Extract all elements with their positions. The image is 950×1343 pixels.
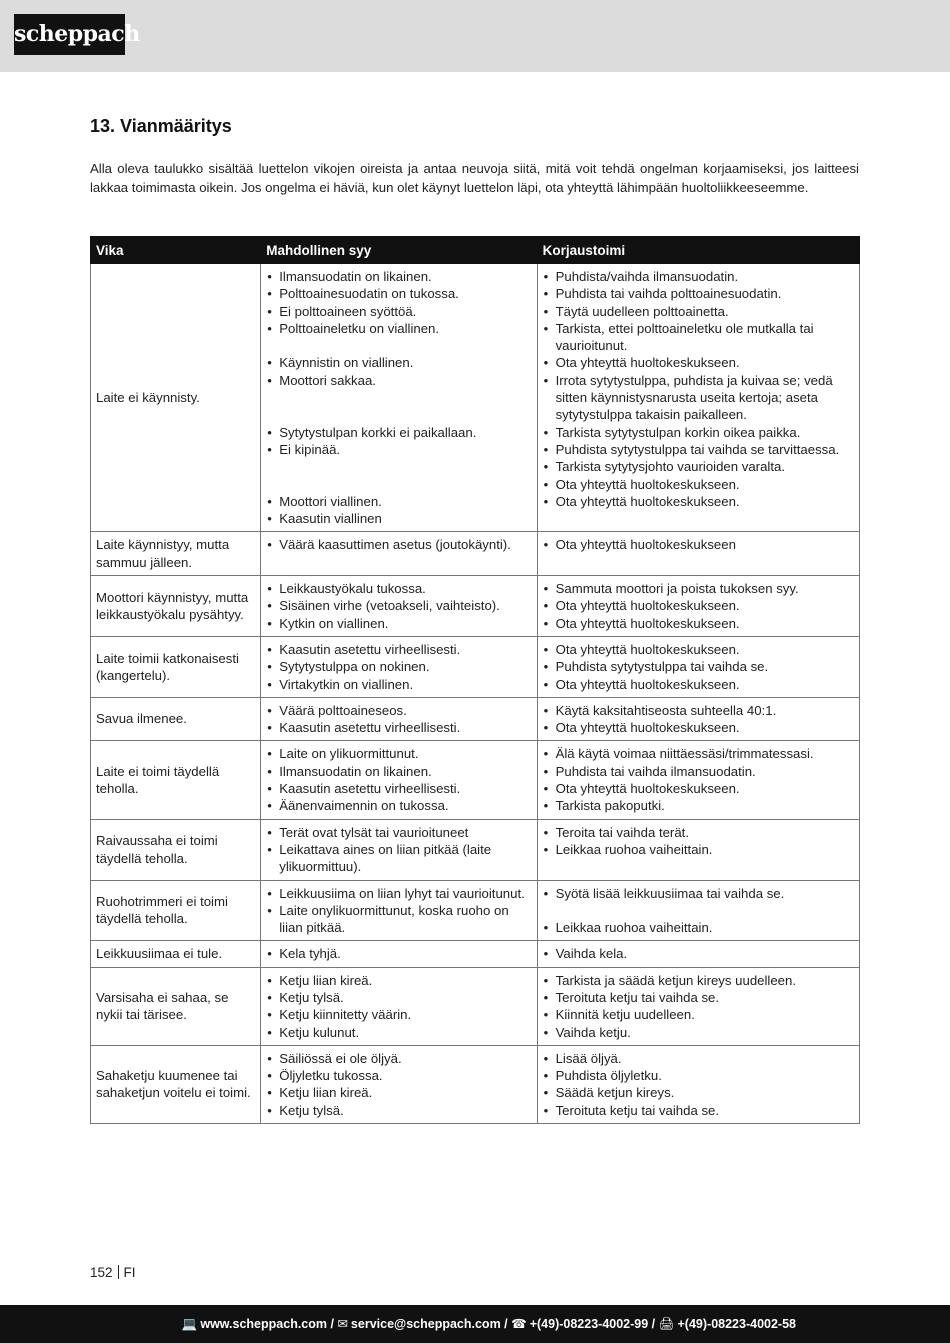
cause-item: • Ketju liian kireä. <box>265 1084 532 1101</box>
cause-item: • Sytytystulpan korkki ei paikallaan. <box>265 424 532 441</box>
cause-list <box>265 580 532 632</box>
remedy-item: • Tarkista ja säädä ketjun kireys uudelleen. <box>542 972 855 989</box>
remedy-list <box>542 745 855 814</box>
cause-item: • Kaasutin asetettu virheellisesti. <box>265 780 532 797</box>
footer-contact-line <box>182 1316 796 1332</box>
cause-cell <box>261 741 537 819</box>
remedy-item: • Ota yhteyttä huoltokeskukseen. <box>542 354 855 371</box>
remedy-item: • Säädä ketjun kireys. <box>542 1084 855 1101</box>
cause-item: • Ei kipinää. <box>265 441 532 458</box>
cause-list <box>265 1050 532 1119</box>
cause-item: • Leikkaustyökalu tukossa. <box>265 580 532 597</box>
remedy-cell <box>537 697 859 741</box>
cause-list <box>265 641 532 693</box>
cause-item <box>265 337 532 354</box>
cause-item: • Ei polttoaineen syöttöä. <box>265 303 532 320</box>
header-bar <box>0 0 950 72</box>
cause-item: • Sisäinen virhe (vetoakseli, vaihteisto). <box>265 597 532 614</box>
fault-cell: Laite ei käynnisty. <box>91 264 261 532</box>
cause-cell <box>261 967 537 1045</box>
cause-item: • Ketju tylsä. <box>265 989 532 1006</box>
cause-item <box>265 389 532 406</box>
remedy-list <box>542 580 855 632</box>
cause-item: • Terät ovat tylsät tai vaurioituneet <box>265 824 532 841</box>
section-title: 13. Vianmääritys <box>90 116 232 136</box>
remedy-item: • Teroituta ketju tai vaihda se. <box>542 1102 855 1119</box>
remedy-item: • Ota yhteyttä huoltokeskukseen. <box>542 780 855 797</box>
cause-cell <box>261 1045 537 1123</box>
remedy-item: • Kiinnitä ketju uudelleen. <box>542 1006 855 1023</box>
fax-icon: 🖨 <box>658 1317 675 1331</box>
remedy-item: • Puhdista sytytystulppa tai vaihda se. <box>542 658 855 675</box>
cause-item: • Kaasutin viallinen <box>265 510 532 527</box>
remedy-item: • Irrota sytytystulppa, puhdista ja kuivaa se; vedä sitten käynnistysnarusta useita kertoja; aseta sytytystulppa takaisin paikalleen. <box>542 372 855 424</box>
footer-email: service@scheppach.com / <box>350 1317 508 1331</box>
cause-item: • Ketju kiinnitetty väärin. <box>265 1006 532 1023</box>
remedy-item: • Puhdista/vaihda ilmansuodatin. <box>542 268 855 285</box>
remedy-cell <box>537 880 859 941</box>
remedy-item: • Ota yhteyttä huoltokeskukseen. <box>542 676 855 693</box>
remedy-item: • Syötä lisää leikkuusiimaa tai vaihda se. <box>542 885 855 902</box>
column-header-remedy: Korjaustoimi <box>537 237 859 264</box>
remedy-item: • Tarkista sytytystulpan korkin oikea paikka. <box>542 424 855 441</box>
cause-list <box>265 268 532 527</box>
remedy-list <box>542 945 855 962</box>
table-row <box>91 576 860 637</box>
table-row <box>91 741 860 819</box>
cause-item: • Kytkin on viallinen. <box>265 615 532 632</box>
remedy-list <box>542 1050 855 1119</box>
cause-list <box>265 885 532 937</box>
remedy-item: • Ota yhteyttä huoltokeskukseen. <box>542 476 855 493</box>
cause-cell <box>261 697 537 741</box>
cause-item: • Ketju tylsä. <box>265 1102 532 1119</box>
remedy-list <box>542 885 855 937</box>
remedy-item: • Tarkista sytytysjohto vaurioiden varalta. <box>542 458 855 475</box>
column-header-cause: Mahdollinen syy <box>261 237 537 264</box>
remedy-item: • Leikkaa ruohoa vaiheittain. <box>542 919 855 936</box>
remedy-item: • Älä käytä voimaa niittäessäsi/trimmatessasi. <box>542 745 855 762</box>
cause-item: • Öljyletku tukossa. <box>265 1067 532 1084</box>
cause-item: • Kaasutin asetettu virheellisesti. <box>265 719 532 736</box>
fault-cell: Ruohotrimmeri ei toimi täydellä teholla. <box>91 880 261 941</box>
remedy-item: • Ota yhteyttä huoltokeskukseen. <box>542 641 855 658</box>
remedy-item: • Teroituta ketju tai vaihda se. <box>542 989 855 1006</box>
footer-bar <box>0 1305 950 1343</box>
cause-cell <box>261 576 537 637</box>
fault-cell: Raivaussaha ei toimi täydellä teholla. <box>91 819 261 880</box>
remedy-cell <box>537 741 859 819</box>
remedy-item: • Teroita tai vaihda terät. <box>542 824 855 841</box>
cause-item: • Ilmansuodatin on likainen. <box>265 268 532 285</box>
remedy-cell <box>537 576 859 637</box>
remedy-cell <box>537 941 859 967</box>
cause-item: • Äänenvaimennin on tukossa. <box>265 797 532 814</box>
cause-item: • Laite onylikuormittunut, koska ruoho on liian pitkää. <box>265 902 532 937</box>
cause-item: • Käynnistin on viallinen. <box>265 354 532 371</box>
remedy-cell <box>537 819 859 880</box>
fault-cell: Laite käynnistyy, mutta sammuu jälleen. <box>91 532 261 576</box>
fault-cell: Laite toimii katkonaisesti (kangertelu). <box>91 636 261 697</box>
footer-website: www.scheppach.com / <box>200 1317 334 1331</box>
remedy-item: • Puhdista öljyletku. <box>542 1067 855 1084</box>
page-language: FI <box>123 1265 136 1280</box>
remedy-item: • Ota yhteyttä huoltokeskukseen. <box>542 719 855 736</box>
remedy-list <box>542 536 855 553</box>
remedy-item: • Puhdista tai vaihda polttoainesuodatin. <box>542 285 855 302</box>
table-body <box>91 264 860 1124</box>
remedy-item: • Käytä kaksitahtiseosta suhteella 40:1. <box>542 702 855 719</box>
fault-cell: Varsisaha ei sahaa, se nykii tai tärisee. <box>91 967 261 1045</box>
remedy-list <box>542 702 855 737</box>
cause-item <box>265 476 532 493</box>
table-header-row <box>91 237 860 264</box>
cause-cell <box>261 880 537 941</box>
remedy-item: • Lisää öljyä. <box>542 1050 855 1067</box>
computer-icon: 💻 <box>181 1317 198 1331</box>
remedy-item: • Ota yhteyttä huoltokeskukseen. <box>542 615 855 632</box>
cause-item: • Moottori sakkaa. <box>265 372 532 389</box>
remedy-item: • Leikkaa ruohoa vaiheittain. <box>542 841 855 858</box>
table-row <box>91 941 860 967</box>
cause-item: • Säiliössä ei ole öljyä. <box>265 1050 532 1067</box>
cause-item: • Ilmansuodatin on likainen. <box>265 763 532 780</box>
cause-item: • Moottori viallinen. <box>265 493 532 510</box>
remedy-list <box>542 641 855 693</box>
remedy-item: • Tarkista pakoputki. <box>542 797 855 814</box>
fault-cell: Laite ei toimi täydellä teholla. <box>91 741 261 819</box>
table-row <box>91 636 860 697</box>
remedy-item: • Sammuta moottori ja poista tukoksen syy. <box>542 580 855 597</box>
remedy-item: • Puhdista tai vaihda ilmansuodatin. <box>542 763 855 780</box>
remedy-list <box>542 972 855 1041</box>
cause-cell <box>261 264 537 532</box>
cause-item: • Väärä polttoaineseos. <box>265 702 532 719</box>
cause-item: • Kaasutin asetettu virheellisesti. <box>265 641 532 658</box>
cause-item: • Leikattava aines on liian pitkää (laite ylikuormittuu). <box>265 841 532 876</box>
page-number <box>90 1265 136 1280</box>
scheppach-logo: scheppach <box>14 14 125 55</box>
cause-list <box>265 536 532 553</box>
cause-item: • Väärä kaasuttimen asetus (joutokäynti). <box>265 536 532 553</box>
cause-list <box>265 824 532 876</box>
table-row <box>91 819 860 880</box>
troubleshooting-table <box>90 236 860 1124</box>
cause-cell <box>261 941 537 967</box>
cause-cell <box>261 819 537 880</box>
remedy-cell <box>537 967 859 1045</box>
remedy-item: • Vaihda kela. <box>542 945 855 962</box>
table-row <box>91 697 860 741</box>
table-row <box>91 967 860 1045</box>
table-row <box>91 1045 860 1123</box>
footer-fax: +(49)-08223-4002-58 <box>677 1317 796 1331</box>
remedy-cell <box>537 1045 859 1123</box>
fault-cell: Sahaketju kuumenee tai sahaketjun voitelu ei toimi. <box>91 1045 261 1123</box>
fault-cell: Leikkuusiimaa ei tule. <box>91 941 261 967</box>
table-row <box>91 264 860 532</box>
cause-item: • Polttoaineletku on viallinen. <box>265 320 532 337</box>
page-number-value: 152 <box>90 1265 113 1280</box>
remedy-item: • Tarkista, ettei polttoaineletku ole mutkalla tai vaurioitunut. <box>542 320 855 355</box>
remedy-cell <box>537 532 859 576</box>
fault-cell: Savua ilmenee. <box>91 697 261 741</box>
remedy-cell <box>537 636 859 697</box>
email-icon: ✉ <box>337 1317 348 1331</box>
phone-icon: ☎ <box>511 1317 527 1331</box>
cause-item: • Virtakytkin on viallinen. <box>265 676 532 693</box>
cause-item: • Polttoainesuodatin on tukossa. <box>265 285 532 302</box>
cause-list <box>265 702 532 737</box>
cause-item: • Ketju liian kireä. <box>265 972 532 989</box>
remedy-cell <box>537 264 859 532</box>
cause-list <box>265 745 532 814</box>
remedy-item: • Puhdista sytytystulppa tai vaihda se tarvittaessa. <box>542 441 855 458</box>
remedy-item: • Ota yhteyttä huoltokeskukseen <box>542 536 855 553</box>
table-row <box>91 880 860 941</box>
fault-cell: Moottori käynnistyy, mutta leikkaustyökalu pysähtyy. <box>91 576 261 637</box>
cause-item <box>265 406 532 423</box>
footer-phone: +(49)-08223-4002-99 / <box>529 1317 656 1331</box>
cause-list <box>265 972 532 1041</box>
cause-item: • Laite on ylikuormittunut. <box>265 745 532 762</box>
cause-item: • Sytytystulppa on nokinen. <box>265 658 532 675</box>
column-header-fault: Vika <box>91 237 261 264</box>
remedy-item: • Vaihda ketju. <box>542 1024 855 1041</box>
table-row <box>91 532 860 576</box>
page-number-divider <box>118 1265 119 1279</box>
cause-item: • Kela tyhjä. <box>265 945 532 962</box>
cause-item: • Leikkuusiima on liian lyhyt tai vaurioitunut. <box>265 885 532 902</box>
intro-paragraph: Alla oleva taulukko sisältää luettelon vikojen oireista ja antaa neuvoja siitä, mitä voit tehdä ongelman korjaamiseksi, jos laitteesi lakkaa toimimasta oikein. Jos ongelma ei häviä, kun olet käynyt luettelon läpi, ota yhteyttä lähimpään huoltoliikkeeseemme. <box>90 161 859 196</box>
cause-list <box>265 945 532 962</box>
cause-cell <box>261 636 537 697</box>
remedy-list <box>542 268 855 510</box>
cause-item: • Ketju kulunut. <box>265 1024 532 1041</box>
remedy-item <box>542 902 855 919</box>
cause-item <box>265 458 532 475</box>
remedy-item: • Ota yhteyttä huoltokeskukseen. <box>542 493 855 510</box>
cause-cell <box>261 532 537 576</box>
remedy-list <box>542 824 855 859</box>
remedy-item: • Ota yhteyttä huoltokeskukseen. <box>542 597 855 614</box>
remedy-item: • Täytä uudelleen polttoainetta. <box>542 303 855 320</box>
